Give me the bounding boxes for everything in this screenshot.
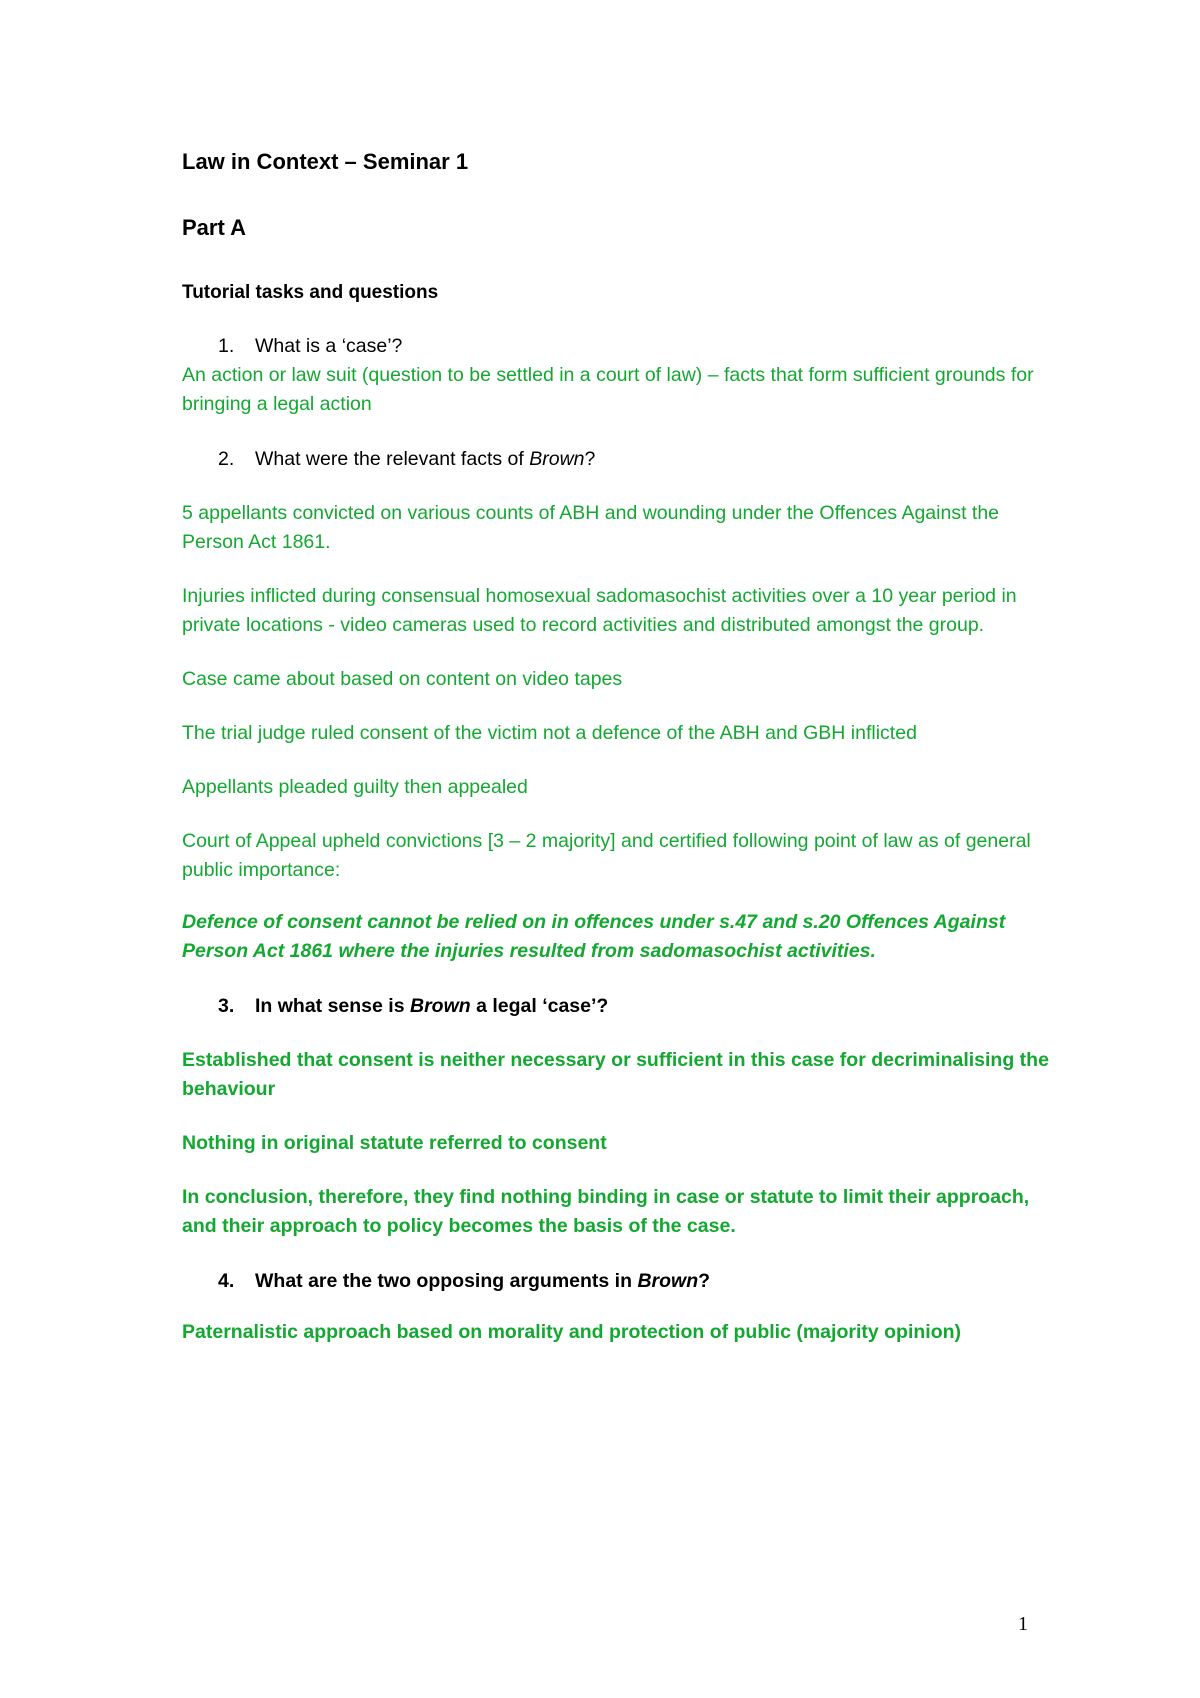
question-4: [182, 1267, 1062, 1296]
answer-q2-6: Court of Appeal upheld convictions [3 – 2 majority] and certified following point of law as of general public importance:: [182, 830, 1031, 881]
question-number: 1.: [218, 335, 235, 357]
answer-q2-2: Injuries inflicted during consensual homosexual sadomasochist activities over a 10 year period in private locations - video cameras used to record activities and distributed amongst the group.: [182, 585, 1017, 636]
question-text: What were the relevant facts of: [255, 448, 530, 470]
page-number: 1: [1018, 1613, 1028, 1635]
question-3: [182, 992, 1062, 1021]
case-name: Brown: [529, 448, 585, 470]
answer-q2-1: 5 appellants convicted on various counts of ABH and wounding under the Offences Against the Person Act 1861.: [182, 502, 1000, 553]
question-number: 2.: [218, 448, 235, 470]
part-heading: Part A: [182, 215, 246, 240]
question-text-end: ?: [698, 1270, 711, 1292]
question-text-end: a legal ‘case’?: [470, 995, 609, 1017]
section-heading: Tutorial tasks and questions: [182, 282, 439, 303]
document-body: [182, 148, 1062, 1347]
answer-q3-2: Nothing in original statute referred to consent: [182, 1132, 607, 1154]
question-text: What is a ‘case’?: [255, 335, 403, 357]
answer-q2-4: The trial judge ruled consent of the victim not a defence of the ABH and GBH inflicted: [182, 722, 917, 744]
question-text: In what sense is: [255, 995, 410, 1017]
answer-q2-3: Case came about based on content on video tapes: [182, 668, 623, 690]
question-number: 3.: [218, 995, 235, 1017]
answer-q1-1: An action or law suit (question to be settled in a court of law) – facts that form sufficient grounds for bringing a legal action: [182, 364, 1034, 415]
case-name: Brown: [637, 1270, 699, 1292]
case-name: Brown: [409, 995, 471, 1017]
question-text-end: ?: [584, 448, 596, 470]
answer-q4-1: Paternalistic approach based on morality and protection of public (majority opinion): [182, 1321, 962, 1343]
document-title: Law in Context – Seminar 1: [182, 149, 469, 174]
question-1: [182, 332, 1062, 361]
answer-q2-certified-point: Defence of consent cannot be relied on in offences under s.47 and s.20 Offences Against Person Act 1861 where the injuries resulted from sadomasochist activities.: [182, 911, 1006, 962]
question-text: What are the two opposing arguments in: [255, 1270, 638, 1292]
answer-q3-3: In conclusion, therefore, they find nothing binding in case or statute to limit their approach, and their approach to policy becomes the basis of the case.: [182, 1186, 1030, 1237]
question-2: [182, 445, 1062, 474]
question-number: 4.: [218, 1270, 235, 1292]
answer-q2-5: Appellants pleaded guilty then appealed: [182, 776, 528, 798]
answer-q3-1: Established that consent is neither necessary or sufficient in this case for decriminalising the behaviour: [182, 1049, 1049, 1100]
